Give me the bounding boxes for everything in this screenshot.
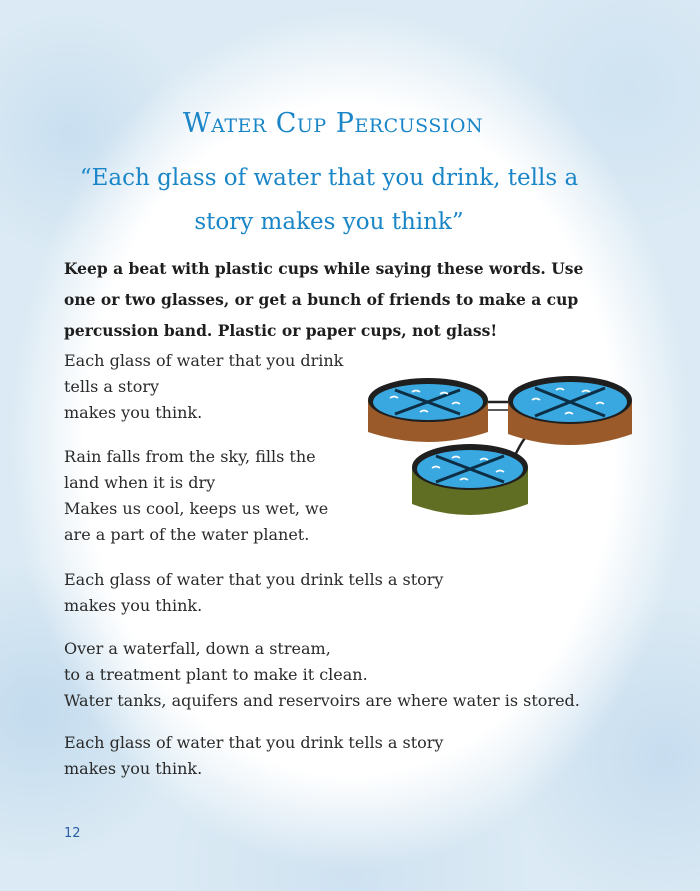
verse-line: makes you think. [64,596,203,615]
stanza-3 [64,567,443,619]
quote-line-2: story makes you think” [194,209,464,235]
stanza-2 [64,444,328,548]
intro-paragraph: Keep a beat with plastic cups while saying these words. Use one or two glasses, or get a bunch of friends to make a cup percussion band. Plastic or paper cups, not glass! [64,259,584,340]
verse-line: tells a story [64,377,160,396]
verse-line: Over a waterfall, down a stream, [64,639,331,658]
page-title: Water Cup Percussion [182,108,484,139]
verse-line: land when it is dry [64,473,216,492]
verse-line: makes you think. [64,759,203,778]
verse-line: Rain falls from the sky, fills the [64,447,316,466]
stanza-4 [64,636,580,714]
quote-line-1: “Each glass of water that you drink, tells a [79,165,579,191]
verse-line: to a treatment plant to make it clean. [64,665,368,684]
verse-line: are a part of the water planet. [64,525,310,544]
stanza-5 [64,730,443,782]
cup-right [508,376,632,445]
verse-line: Makes us cool, keeps us wet, we [64,499,329,518]
cup-bottom [412,444,528,515]
cup-left [368,378,488,442]
verse-line: Each glass of water that you drink [64,351,344,370]
verse-line: Each glass of water that you drink tells a story [64,570,444,589]
verse-line: makes you think. [64,403,203,422]
stanza-1 [64,348,343,426]
quote [64,156,594,244]
verse-line: Each glass of water that you drink tells a story [64,733,444,752]
page-number: 12 [64,826,81,841]
water-cups-illustration [360,352,650,532]
verse-line: Water tanks, aquifers and reservoirs are where water is stored. [64,691,580,710]
